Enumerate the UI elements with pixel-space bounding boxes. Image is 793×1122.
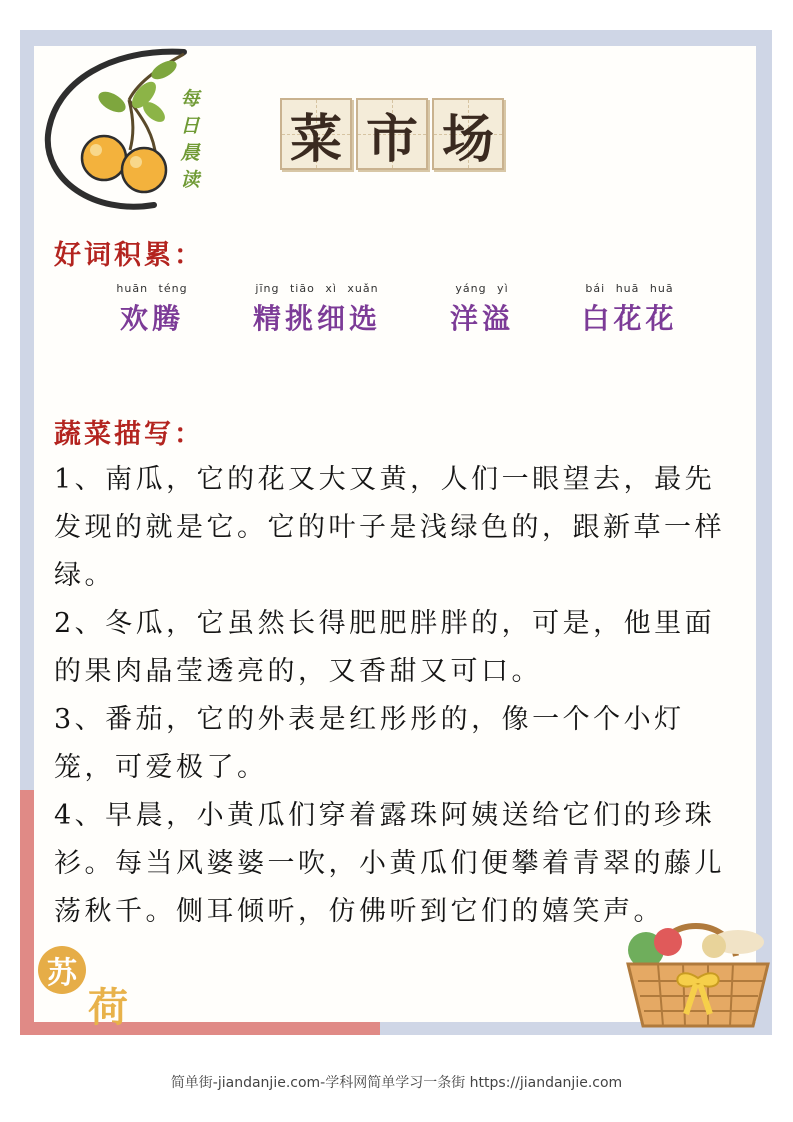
vocab-item [572,282,687,337]
vocab-pinyin: bái huā huā [585,282,674,295]
vocab-pinyin: huān téng [116,282,188,295]
watermark-su: 苏 [38,946,86,994]
logo-text: 每日晨读 [180,88,200,191]
paragraph: 3、番茄，它的外表是红彤彤的，像一个个小灯笼，可爱极了。 [54,704,685,783]
description-paragraphs [54,456,744,936]
vocab-pinyin: yáng yì [455,282,509,295]
vocab-pinyin: jīng tiāo xì xuǎn [255,282,379,295]
vocab-word: 欢腾 [119,302,184,335]
title-char: 场 [441,108,494,170]
vocab-word: 洋溢 [449,302,514,335]
vocab-heading: 好词积累： [54,240,204,271]
title-char: 市 [365,108,418,170]
watermark-he: 荷 [88,984,128,1031]
paragraph: 1、南瓜，它的花又大又黄，人们一眼望去，最先发现的就是它。它的叶子是浅绿色的，跟新草一样绿。 [54,464,725,591]
vocab-item [112,282,192,337]
title-char-box [356,98,428,170]
footer-text: 简单街-jiandanjie.com-学科网简单学习一条街 https://jiandanjie.com [170,1075,623,1091]
title-char: 菜 [289,108,342,170]
paragraph: 4、早晨，小黄瓜们穿着露珠阿姨送给它们的珍珠衫。每当风婆婆一吹，小黄瓜们便攀着青翠的藤儿荡秋千。侧耳倾听，仿佛听到它们的嬉笑声。 [54,800,725,927]
paragraph: 2、冬瓜，它虽然长得肥肥胖胖的，可是，他里面的果肉晶莹透亮的，又香甜又可口。 [54,608,716,687]
description-heading: 蔬菜描写： [54,419,204,450]
title-char-box [280,98,352,170]
title-char-box [432,98,504,170]
vocab-word: 白花花 [581,302,678,335]
vocab-word: 精挑细选 [252,302,381,335]
vegetable-basket-icon [618,906,778,1036]
vocab-item [242,282,392,337]
vocab-item [442,282,522,337]
page-title [280,98,504,170]
